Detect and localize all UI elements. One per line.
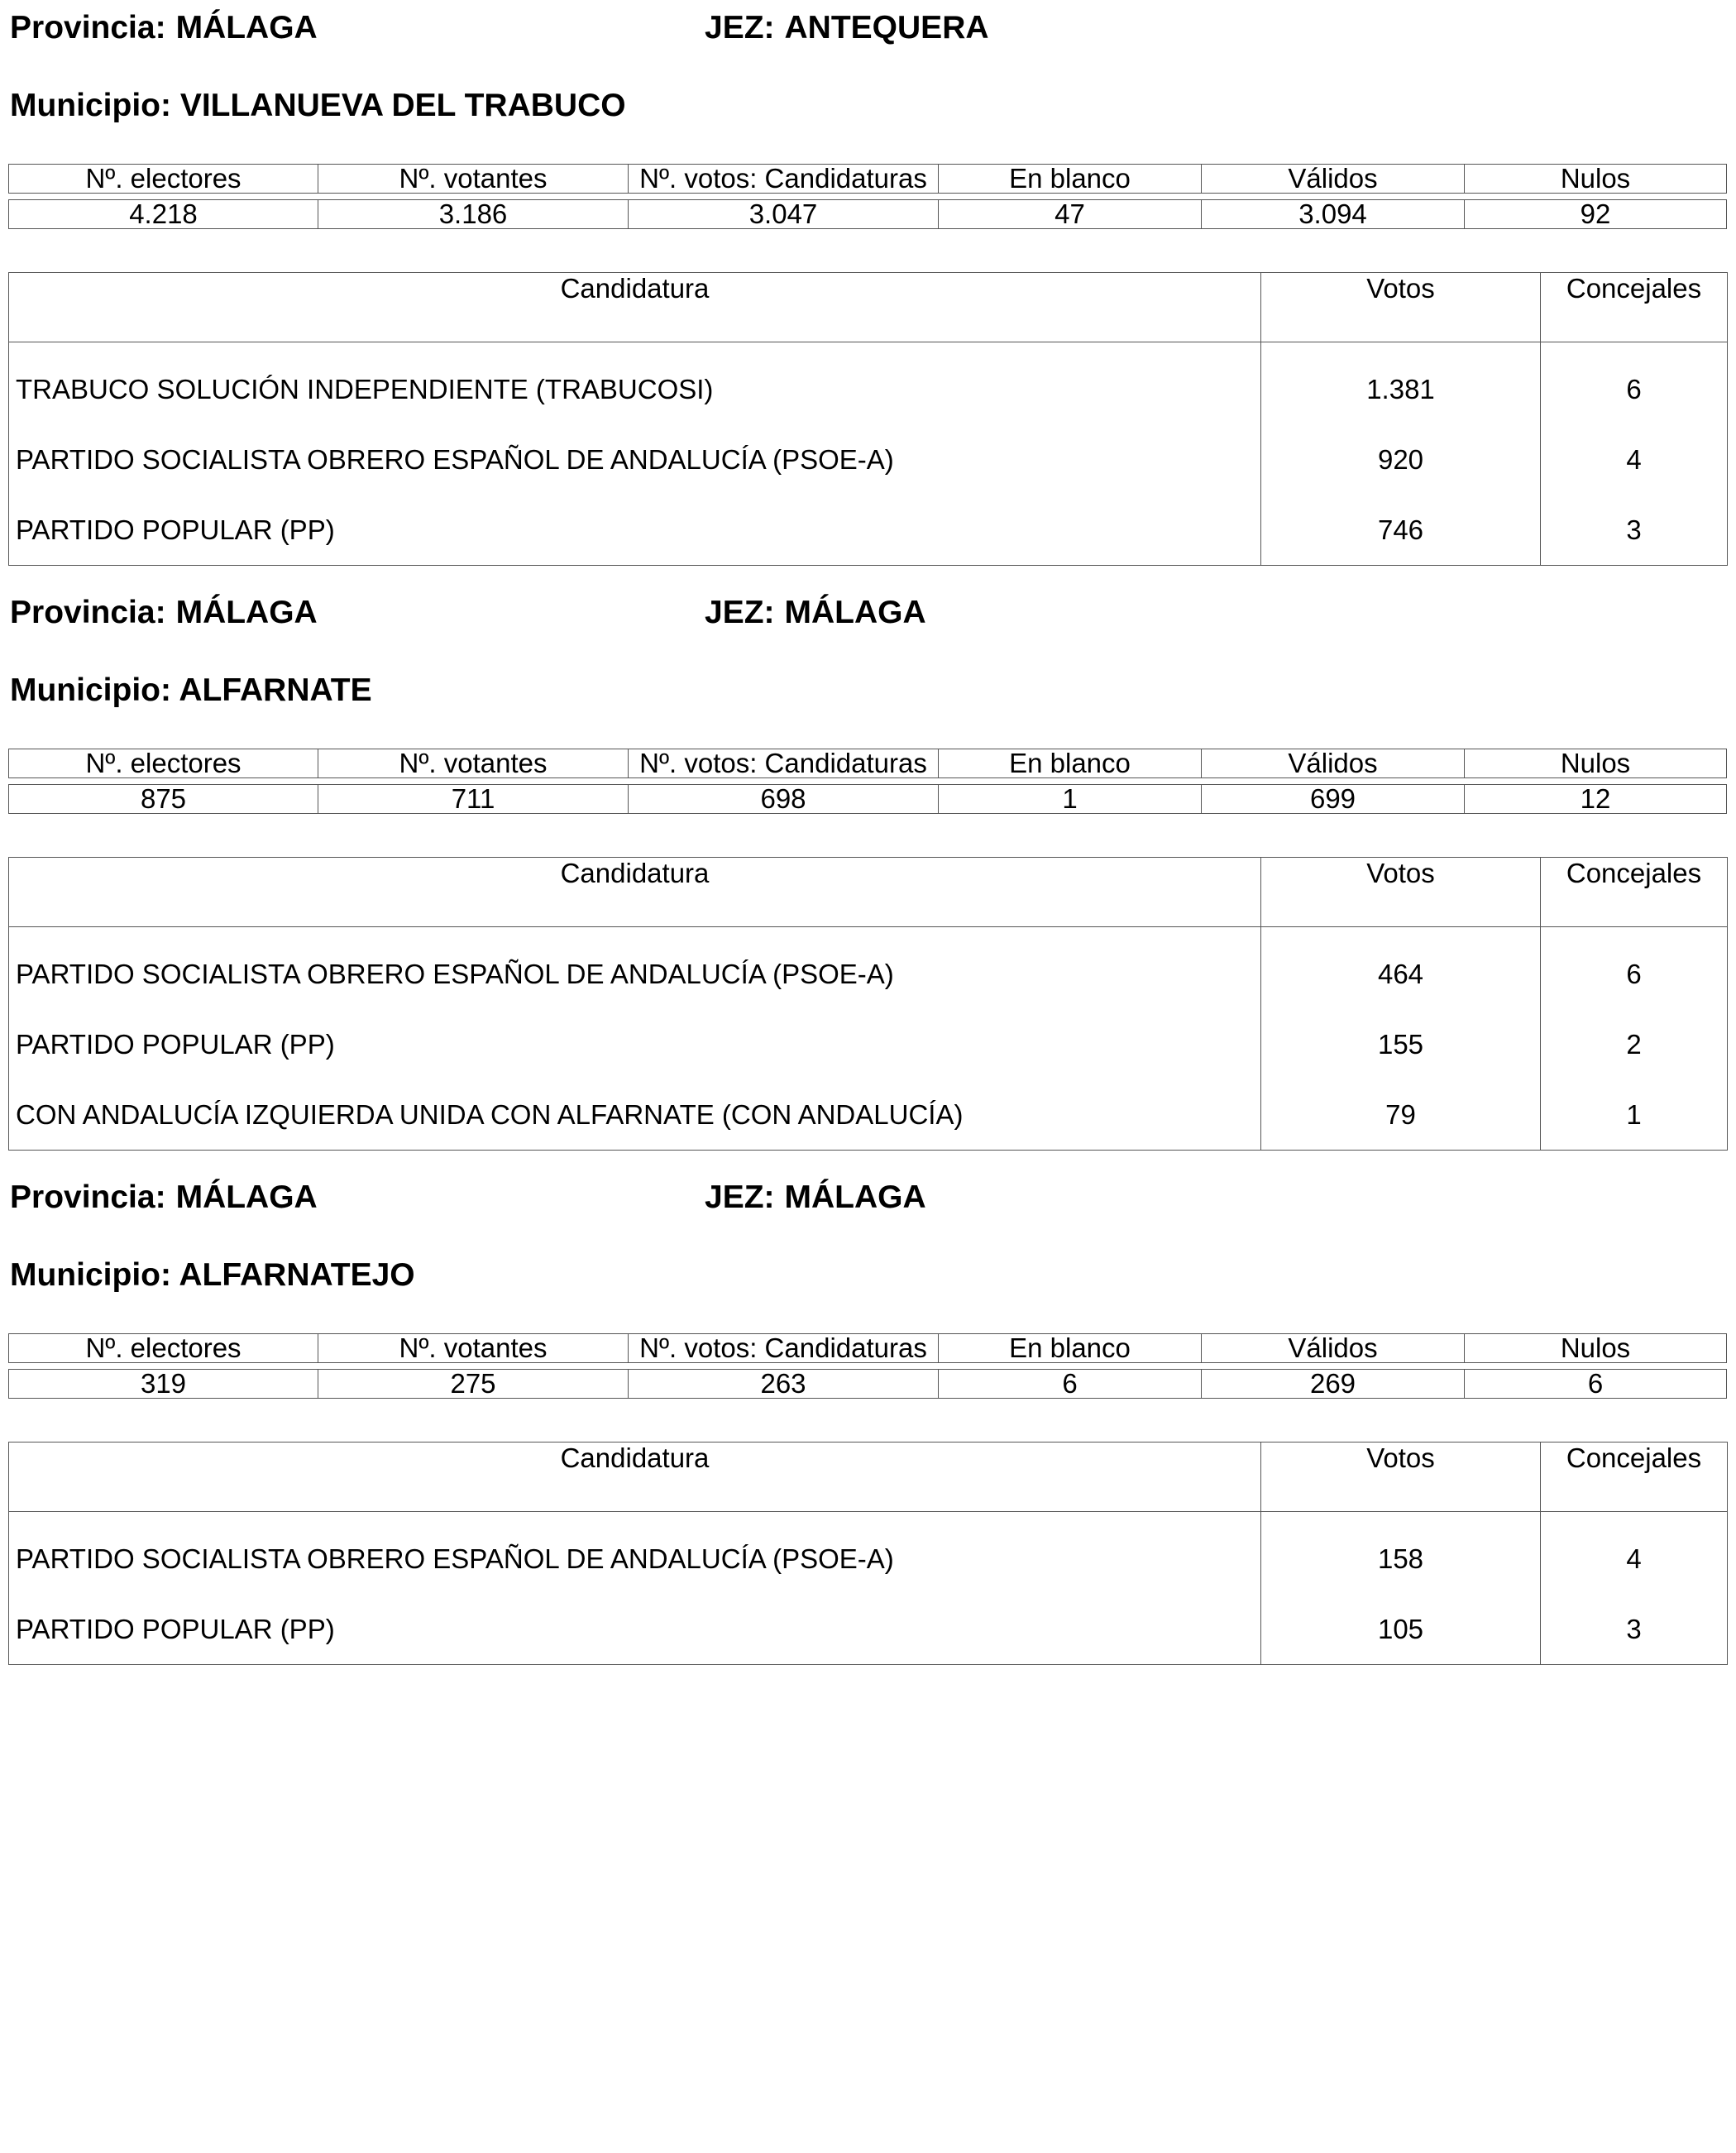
candidate-row	[9, 1009, 1728, 1079]
municipality-value: VILLANUEVA DEL TRABUCO	[179, 88, 626, 123]
candidate-row	[9, 1079, 1728, 1151]
candidate-seats: 3	[1541, 495, 1728, 566]
municipality-value: ALFARNATE	[179, 672, 372, 708]
stats-header-validos: Válidos	[1202, 749, 1465, 778]
stats-value-nulos: 92	[1465, 199, 1727, 229]
candidate-votes: 155	[1261, 1009, 1541, 1079]
candidate-seats: 2	[1541, 1009, 1728, 1079]
jez-value: MÁLAGA	[784, 595, 926, 630]
stats-header-votos-candidaturas: Nº. votos: Candidaturas	[629, 164, 939, 194]
stats-value-votantes: 275	[318, 1369, 629, 1399]
stats-value-validos: 699	[1202, 784, 1465, 814]
jez-field	[705, 591, 926, 634]
candidate-seats: 4	[1541, 424, 1728, 495]
header-votos: Votos	[1261, 858, 1541, 927]
stats-header-electores: Nº. electores	[8, 749, 318, 778]
stats-value-en-blanco: 6	[939, 1369, 1202, 1399]
candidate-name: PARTIDO SOCIALISTA OBRERO ESPAÑOL DE ANDALUCÍA (PSOE-A)	[9, 927, 1261, 1010]
municipality-line	[10, 84, 626, 127]
province-line	[10, 7, 1730, 50]
stats-header-electores: Nº. electores	[8, 1333, 318, 1363]
candidate-name: PARTIDO POPULAR (PP)	[9, 495, 1261, 566]
stats-value-electores: 319	[8, 1369, 318, 1399]
stats-value-votantes: 711	[318, 784, 629, 814]
header-candidatura: Candidatura	[9, 273, 1261, 342]
stats-header-votos-candidaturas: Nº. votos: Candidaturas	[629, 1333, 939, 1363]
stats-header-row	[8, 1333, 1727, 1363]
stats-header-en-blanco: En blanco	[939, 164, 1202, 194]
stats-header-en-blanco: En blanco	[939, 749, 1202, 778]
stats-header-nulos: Nulos	[1465, 749, 1727, 778]
stats-header-votantes: Nº. votantes	[318, 1333, 629, 1363]
candidates-header-row	[9, 1443, 1728, 1512]
stats-value-electores: 4.218	[8, 199, 318, 229]
candidate-seats: 4	[1541, 1512, 1728, 1595]
candidate-name: PARTIDO POPULAR (PP)	[9, 1594, 1261, 1665]
candidate-votes: 746	[1261, 495, 1541, 566]
candidate-row	[9, 424, 1728, 495]
municipality-label: Municipio:	[10, 1257, 171, 1293]
candidates-header-row	[9, 273, 1728, 342]
stats-header-votantes: Nº. votantes	[318, 749, 629, 778]
municipality-section	[0, 7, 1736, 591]
candidate-row	[9, 342, 1728, 425]
stats-value-votantes: 3.186	[318, 199, 629, 229]
municipality-value: ALFARNATEJO	[179, 1257, 415, 1293]
candidate-votes: 105	[1261, 1594, 1541, 1665]
header-candidatura: Candidatura	[9, 858, 1261, 927]
candidate-name: PARTIDO POPULAR (PP)	[9, 1009, 1261, 1079]
stats-header-nulos: Nulos	[1465, 1333, 1727, 1363]
candidate-votes: 920	[1261, 424, 1541, 495]
province-field	[10, 591, 318, 634]
province-label: Provincia:	[10, 595, 166, 630]
stats-value-votos-candidaturas: 3.047	[629, 199, 939, 229]
header-candidatura: Candidatura	[9, 1443, 1261, 1512]
header-concejales: Concejales	[1541, 273, 1728, 342]
header-votos: Votos	[1261, 273, 1541, 342]
candidate-seats: 1	[1541, 1079, 1728, 1151]
stats-value-row	[8, 1369, 1727, 1399]
stats-table	[8, 743, 1727, 820]
jez-value: MÁLAGA	[784, 1179, 926, 1215]
candidate-row	[9, 495, 1728, 566]
stats-value-en-blanco: 1	[939, 784, 1202, 814]
municipality-label: Municipio:	[10, 88, 171, 123]
stats-table	[8, 1328, 1727, 1404]
municipality-line	[10, 1254, 415, 1297]
stats-value-electores: 875	[8, 784, 318, 814]
stats-value-votos-candidaturas: 698	[629, 784, 939, 814]
stats-header-row	[8, 164, 1727, 194]
candidate-votes: 158	[1261, 1512, 1541, 1595]
jez-value: ANTEQUERA	[784, 10, 989, 45]
candidate-row	[9, 1512, 1728, 1595]
province-value: MÁLAGA	[175, 595, 318, 630]
province-field	[10, 1176, 318, 1219]
candidate-seats: 6	[1541, 342, 1728, 425]
stats-header-electores: Nº. electores	[8, 164, 318, 194]
stats-value-row	[8, 784, 1727, 814]
stats-value-validos: 3.094	[1202, 199, 1465, 229]
candidate-name: PARTIDO SOCIALISTA OBRERO ESPAÑOL DE ANDALUCÍA (PSOE-A)	[9, 424, 1261, 495]
jez-label: JEZ:	[705, 595, 775, 630]
municipality-section	[0, 1176, 1736, 1761]
stats-value-en-blanco: 47	[939, 199, 1202, 229]
stats-header-votos-candidaturas: Nº. votos: Candidaturas	[629, 749, 939, 778]
province-value: MÁLAGA	[175, 1179, 318, 1215]
stats-value-votos-candidaturas: 263	[629, 1369, 939, 1399]
municipality-section	[0, 591, 1736, 1176]
candidate-votes: 79	[1261, 1079, 1541, 1151]
candidate-name: CON ANDALUCÍA IZQUIERDA UNIDA CON ALFARNATE (CON ANDALUCÍA)	[9, 1079, 1261, 1151]
candidates-table	[8, 1442, 1728, 1665]
stats-table	[8, 158, 1727, 235]
stats-value-validos: 269	[1202, 1369, 1465, 1399]
candidates-table	[8, 272, 1728, 566]
header-concejales: Concejales	[1541, 858, 1728, 927]
candidate-row	[9, 927, 1728, 1010]
jez-label: JEZ:	[705, 1179, 775, 1215]
stats-header-validos: Válidos	[1202, 1333, 1465, 1363]
stats-value-row	[8, 199, 1727, 229]
stats-value-nulos: 6	[1465, 1369, 1727, 1399]
jez-field	[705, 1176, 926, 1219]
stats-header-nulos: Nulos	[1465, 164, 1727, 194]
candidate-seats: 3	[1541, 1594, 1728, 1665]
candidate-name: TRABUCO SOLUCIÓN INDEPENDIENTE (TRABUCOSI)	[9, 342, 1261, 425]
header-votos: Votos	[1261, 1443, 1541, 1512]
province-value: MÁLAGA	[175, 10, 318, 45]
jez-field	[705, 7, 989, 50]
stats-header-en-blanco: En blanco	[939, 1333, 1202, 1363]
stats-header-validos: Válidos	[1202, 164, 1465, 194]
province-label: Provincia:	[10, 10, 166, 45]
candidate-votes: 464	[1261, 927, 1541, 1010]
stats-header-votantes: Nº. votantes	[318, 164, 629, 194]
province-line	[10, 1176, 1730, 1219]
province-label: Provincia:	[10, 1179, 166, 1215]
candidates-header-row	[9, 858, 1728, 927]
candidate-votes: 1.381	[1261, 342, 1541, 425]
stats-header-row	[8, 749, 1727, 778]
candidate-row	[9, 1594, 1728, 1665]
province-line	[10, 591, 1730, 634]
candidate-seats: 6	[1541, 927, 1728, 1010]
municipality-label: Municipio:	[10, 672, 171, 708]
municipality-line	[10, 669, 372, 712]
candidate-name: PARTIDO SOCIALISTA OBRERO ESPAÑOL DE ANDALUCÍA (PSOE-A)	[9, 1512, 1261, 1595]
jez-label: JEZ:	[705, 10, 775, 45]
stats-value-nulos: 12	[1465, 784, 1727, 814]
header-concejales: Concejales	[1541, 1443, 1728, 1512]
candidates-table	[8, 857, 1728, 1151]
province-field	[10, 7, 318, 50]
